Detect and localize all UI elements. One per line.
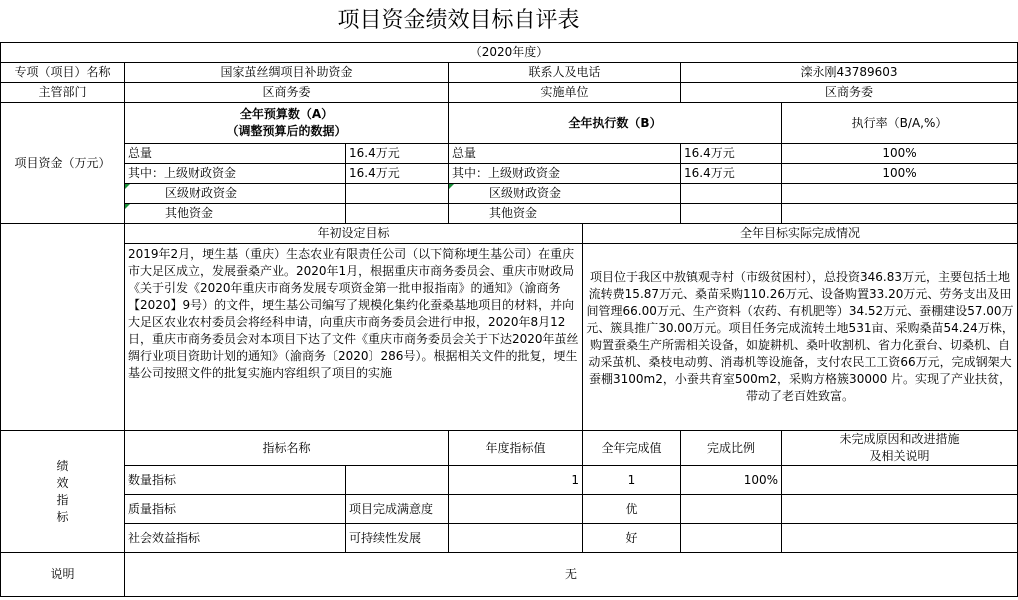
initial-goal-header: 年初设定目标 [125, 224, 583, 244]
perf-category: 质量指标 [125, 495, 346, 524]
actual-goal-header: 全年目标实际完成情况 [583, 224, 1018, 244]
funds-row-rate [782, 204, 1018, 224]
budget-header-line1: 全年预算数（A） [239, 107, 334, 121]
funds-row-exec-name: 区级财政资金 [449, 184, 681, 204]
performance-label-char: 指 [56, 492, 69, 507]
note-value: 无 [125, 553, 1018, 597]
funds-row-exec-name: 总量 [449, 144, 681, 164]
project-name-value: 国家茧丝绸项目补助资金 [125, 63, 449, 83]
funds-row-rate: 100% [782, 164, 1018, 184]
year-row [1, 43, 1018, 63]
dept-label: 主管部门 [1, 83, 125, 103]
rate-header: 执行率（B/A,%） [782, 103, 1018, 144]
perf-category: 数量指标 [125, 466, 346, 495]
reason-header-line2: 及相关说明 [869, 449, 930, 463]
funds-row-name: 其他资金 [125, 204, 346, 224]
perf-target: 1 [449, 466, 583, 495]
contact-label: 联系人及电话 [449, 63, 681, 83]
funds-row-exec: 16.4万元 [681, 144, 782, 164]
performance-label-char: 效 [56, 475, 69, 490]
page-title: 项目资金绩效目标自评表 [337, 8, 580, 33]
note-row [1, 553, 1018, 597]
funds-row-name: 其中：上级财政资金 [125, 164, 346, 184]
funds-row-exec-name: 其中：上级财政资金 [449, 164, 681, 184]
funds-row-name: 区级财政资金 [125, 184, 346, 204]
perf-target [449, 524, 583, 553]
perf-reason [782, 466, 1018, 495]
perf-done: 好 [583, 524, 681, 553]
goals-header-row [1, 224, 1018, 244]
perf-header-row [1, 431, 1018, 466]
budget-header [125, 103, 449, 144]
funds-row-rate: 100% [782, 144, 1018, 164]
project-name-label: 专项（项目）名称 [1, 63, 125, 83]
perf-row [1, 466, 1018, 495]
funds-row-exec [681, 184, 782, 204]
perf-done: 优 [583, 495, 681, 524]
funds-row [1, 164, 1018, 184]
perf-reason [782, 524, 1018, 553]
budget-header-line2: （调整预算后的数据） [226, 124, 347, 138]
funds-row-exec-name: 其他资金 [449, 204, 681, 224]
target-header: 年度指标值 [449, 431, 583, 466]
indicator-name-header: 指标名称 [125, 431, 449, 466]
evaluation-table [0, 42, 1018, 597]
goals-label [1, 224, 125, 431]
perf-row [1, 524, 1018, 553]
perf-ratio [681, 524, 782, 553]
dept-value: 区商务委 [125, 83, 449, 103]
funds-row-budget [346, 204, 449, 224]
funds-row-budget: 16.4万元 [346, 144, 449, 164]
year-cell: （2020年度） [1, 43, 1018, 63]
funds-row-budget: 16.4万元 [346, 164, 449, 184]
perf-indicator [346, 466, 449, 495]
impl-value: 区商务委 [681, 83, 1018, 103]
funds-header-row [1, 103, 1018, 144]
perf-row [1, 495, 1018, 524]
funds-label: 项目资金（万元） [1, 103, 125, 224]
performance-label-char: 标 [56, 509, 69, 524]
dept-row [1, 83, 1018, 103]
funds-row [1, 144, 1018, 164]
funds-row-rate [782, 184, 1018, 204]
contact-value: 滦永刚43789603 [681, 63, 1018, 83]
actual-goal-text: 项目位于我区中敖镇观寺村（市级贫困村），总投资346.83万元，主要包括土地流转费15.87万元、桑苗采购110.26万元、设备购置33.20万元、劳务支出及田间管理66.00万元、生产资料（农药、有机肥等）34.52万元、蚕棚建设57.00万元、簇具推广30.00万元。项目任务完成流转土地531亩、采购桑苗54.24万株，购置蚕桑生产所需相关设备，如旋耕机、桑叶收割机、省力化蚕台、切桑机、自动采茧机、桑枝电动剪、消毒机等设施备，支付农民工工资66万元，完成钢架大蚕棚3100m2，小蚕共育室500m2，采购方格簇30000 片。实现了产业扶贫，带动了老百姓致富。 [583, 244, 1018, 431]
note-label: 说明 [1, 553, 125, 597]
perf-target [449, 495, 583, 524]
funds-row [1, 204, 1018, 224]
funds-row-name: 总量 [125, 144, 346, 164]
perf-reason [782, 495, 1018, 524]
exec-header: 全年执行数（B） [449, 103, 782, 144]
initial-goal-text: 2019年2月，埂生基（重庆）生态农业有限责任公司（以下简称埂生基公司）在重庆市大足区成立，发展蚕桑产业。2020年1月，根据重庆市商务委员会、重庆市财政局《关于引发《2020年重庆市商务发展专项资金第一批申报指南》的通知》（渝商务【2020】9号）的文件，埂生基公司编写了规模化集约化蚕桑基地项目的材料，并向大足区农业农村委员会将经科申请，向重庆市商务委员会进行申报，2020年8月12日，重庆市商务委员会对本项目下达了文件《重庆市商务委员会关于下达2020年茧丝绸行业项目资助计划的通知》（渝商务〔2020〕286号）。根据相关文件的批复，埂生基公司按照文件的批复实施内容组织了项目的实施 [125, 244, 583, 431]
performance-label [1, 431, 125, 553]
funds-row [1, 184, 1018, 204]
perf-category: 社会效益指标 [125, 524, 346, 553]
goals-text-row [1, 244, 1018, 431]
perf-indicator: 项目完成满意度 [346, 495, 449, 524]
perf-ratio: 100% [681, 466, 782, 495]
perf-done: 1 [583, 466, 681, 495]
reason-header [782, 431, 1018, 466]
project-row [1, 63, 1018, 83]
funds-row-budget [346, 184, 449, 204]
funds-row-exec: 16.4万元 [681, 164, 782, 184]
reason-header-line1: 未完成原因和改进措施 [839, 432, 960, 446]
impl-label: 实施单位 [449, 83, 681, 103]
ratio-header: 完成比例 [681, 431, 782, 466]
perf-indicator: 可持续性发展 [346, 524, 449, 553]
funds-row-exec [681, 204, 782, 224]
done-header: 全年完成值 [583, 431, 681, 466]
performance-label-char: 绩 [56, 458, 69, 473]
perf-ratio [681, 495, 782, 524]
